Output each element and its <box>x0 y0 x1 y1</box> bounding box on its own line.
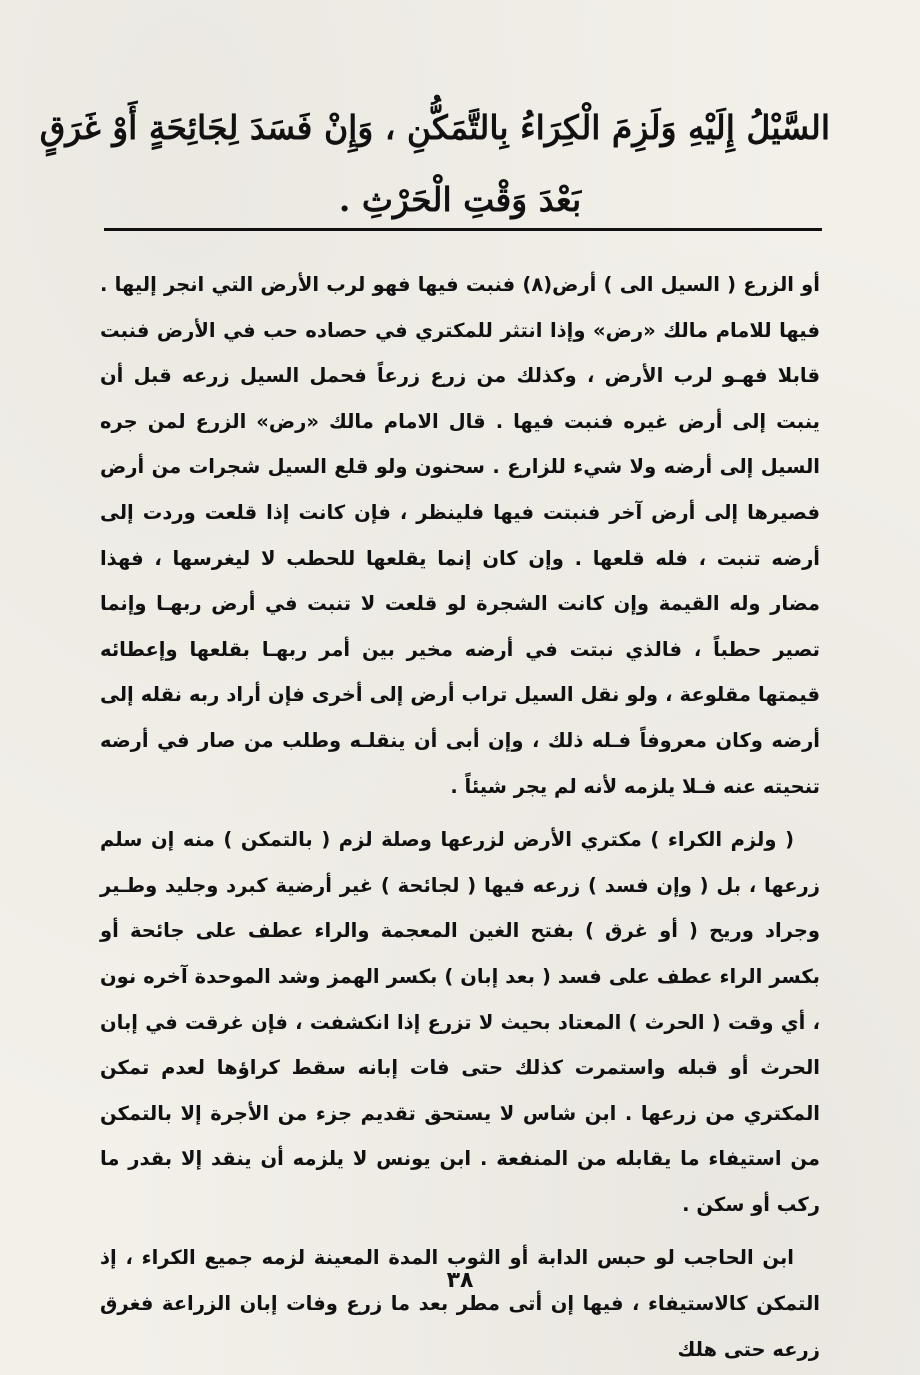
page-number: ٣٨ <box>446 1268 474 1293</box>
header-line-2: بَعْدَ وَقْتِ الْحَرْثِ . <box>338 180 582 219</box>
header-line-1: السَّيْلُ إِلَيْهِ وَلَزِمَ الْكِرَاءُ بِالتَّمَكُّنِ ، وَإِنْ فَسَدَ لِجَائِحَةٍ أَوْ غَرَقٍ <box>39 108 830 147</box>
header-divider <box>104 228 822 231</box>
verse-header <box>39 92 830 236</box>
paragraph-3: ابن الحاجب لو حبس الدابة أو الثوب المدة المعينة لزمه جميع الكراء ، إذ التمكن كالاستيفاء ، فيها إن أتى مطر بعد ما زرع وفات إبان الزراعة فغرق زرعه حتى هلك <box>100 1246 820 1361</box>
commentary-text <box>100 262 820 1372</box>
paragraph-2: ( ولزم الكراء ) مكتري الأرض لزرعها وصلة لزم ( بالتمكن ) منه إن سلم زرعها ، بل ( وإن فسد ) زرعه فيها ( لجائحة ) غير أرضية كبرد وجليد وطـير وجراد وريح ( أو غرق ) بفتح الغين المعجمة والراء عطف على جائحة أو بكسر الراء عطف على فسد ( بعد إبان ) بكسر الهمز وشد الموحدة آخره نون ، أي وقت ( الحرث ) المعتاد بحيث لا تزرع إذا انكشفت ، فإن غرقت في إبان الحرث أو قبله واستمرت كذلك حتى فات إبانه سقط كراؤها لعدم تمكن المكتري من زرعها . ابن شاس لا يستحق تقديم جزء من الأجرة إلا بالتمكن من استيفاء ما يقابله من المنفعة . ابن يونس لا يلزمه أن ينقد إلا بقدر ما ركب أو سكن . <box>100 828 820 1216</box>
paragraph-1: أو الزرع ( السيل الى ) أرض(٨) فنبت فيها فهو لرب الأرض التي انجر إليها . فيها للامام مالك «رض» وإذا انتثر للمكتري في حصاده حب في الأرض فنبت قابلا فهـو لرب الأرض ، وكذلك من زرع زرعاً فحمل السيل زرعه قبل أن ينبت إلى أرض غيره فنبت فيها . قال الامام مالك «رض» الزرع لمن جره السيل إلى أرضه ولا شيء للزارع . سحنون ولو قلع السيل شجرات من أرض فصيرها إلى أرض آخر فنبتت فيها فلينظر ، فإن كانت إذا قلعت وردت إلى أرضه تنبت ، فله قلعها . وإن كان إنما يقلعها للحطب لا ليغرسها ، فهذا مضار وله القيمة وإن كانت الشجرة لو قلعت لا تنبت في أرض ربهـا وإنما تصير حطباً ، فالذي نبتت في أرضه مخير بين أمر ربهـا بقلعها وإعطائه قيمتها مقلوعة ، ولو نقل السيل تراب أرض إلى أخرى فإن أراد ربه نقله إلى أرضه وكان معروفاً فـله ذلك ، وإن أبى أن ينقلـه وطلب من صار في أرضه تنحيته عنه فـلا يلزمه لأنه لم يجر شيئاً . <box>100 273 820 798</box>
